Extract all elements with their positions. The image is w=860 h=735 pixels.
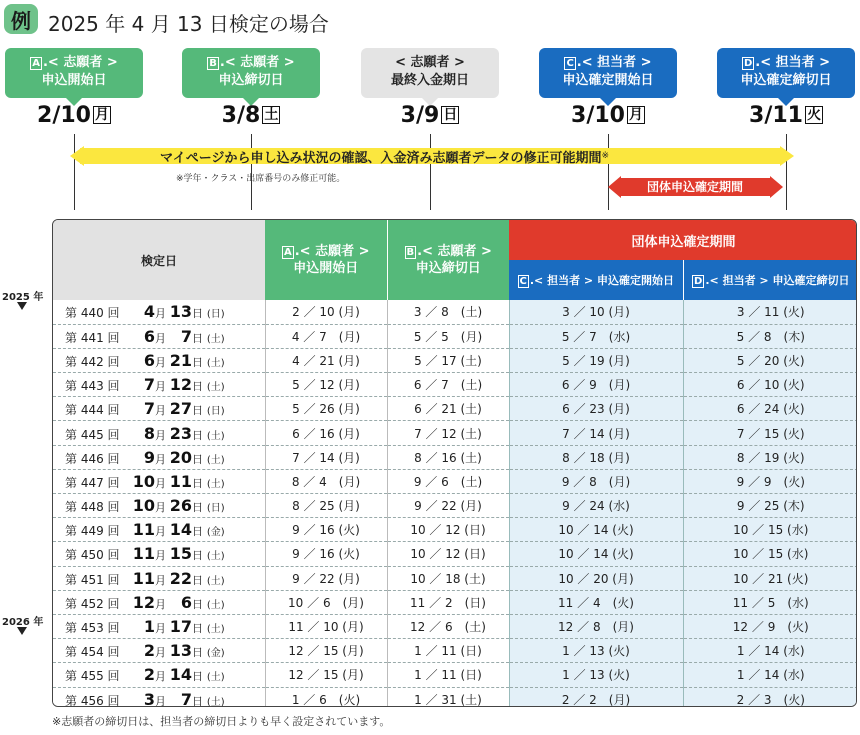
milestone-letter: D — [743, 58, 753, 69]
apply-deadline-cell: 10 ／ 12 (日) — [387, 542, 509, 566]
confirm-deadline-cell: 10 ／ 15 (水) — [683, 518, 857, 542]
confirm-deadline-cell: 9 ／ 25 (木) — [683, 494, 857, 518]
confirm-deadline-cell: 11 ／ 5 (水) — [683, 590, 857, 614]
milestone-date-c: 3/10 月 — [571, 103, 643, 128]
exam-date-cell: 第 450 回 11月 15日 (土) — [53, 542, 265, 566]
milestone-date-a: 2/10 月 — [37, 103, 109, 128]
session-number: 第 448 回 — [65, 500, 120, 515]
milestone-date-d: 3/11 火 — [749, 103, 821, 128]
confirm-start-cell: 6 ／ 23 (月) — [509, 397, 683, 421]
apply-start-cell: 8 ／ 25 (月) — [265, 494, 387, 518]
table-row — [53, 663, 857, 687]
confirm-deadline-cell: 12 ／ 9 (火) — [683, 614, 857, 638]
milestone-line2: 申込確定締切日 — [740, 73, 832, 88]
table-row — [53, 348, 857, 372]
milestone-d — [717, 48, 855, 98]
apply-start-cell: 5 ／ 12 (月) — [265, 373, 387, 397]
exam-date-cell: 第 452 回 12月 6日 (土) — [53, 590, 265, 614]
confirm-deadline-cell: 8 ／ 19 (火) — [683, 445, 857, 469]
milestone-date-b: 3/8 土 — [221, 103, 279, 128]
milestone-letter: B — [209, 58, 217, 69]
mypage-period-label: マイページから申し込み状況の確認、入金済み志願者データの修正可能期間※ — [160, 151, 610, 166]
confirm-deadline-cell: 10 ／ 15 (水) — [683, 542, 857, 566]
session-number: 第 441 回 — [65, 330, 120, 345]
milestone-date-final: 3/9 日 — [400, 103, 458, 128]
apply-deadline-cell: 9 ／ 22 (月) — [387, 494, 509, 518]
milestone-line1: .< 志願者 > — [42, 55, 118, 70]
apply-start-cell: 9 ／ 16 (火) — [265, 518, 387, 542]
apply-start-cell: 7 ／ 14 (月) — [265, 445, 387, 469]
confirm-start-cell: 1 ／ 13 (火) — [509, 639, 683, 663]
apply-start-cell: 11 ／ 10 (月) — [265, 614, 387, 638]
confirm-start-cell: 6 ／ 9 (月) — [509, 373, 683, 397]
confirm-deadline-cell: 6 ／ 24 (火) — [683, 397, 857, 421]
session-number: 第 444 回 — [65, 403, 120, 418]
session-number: 第 455 回 — [65, 669, 120, 684]
day-of-week: 土 — [264, 107, 279, 123]
confirm-deadline-cell: 10 ／ 21 (火) — [683, 566, 857, 590]
header-a: A .< 志願者 > 申込開始日 — [265, 220, 387, 300]
confirm-deadline-cell: 2 ／ 3 (火) — [683, 687, 857, 707]
milestone-c — [539, 48, 677, 98]
session-number: 第 454 回 — [65, 645, 120, 660]
confirm-deadline-cell: 5 ／ 20 (火) — [683, 348, 857, 372]
milestone-line1: .< 担当者 > — [755, 55, 831, 70]
page-title: 2025 年 4 月 13 日検定の場合 — [48, 12, 329, 36]
apply-deadline-cell: 5 ／ 5 (月) — [387, 324, 509, 348]
exam-date-cell: 第 455 回 2月 14日 (土) — [53, 663, 265, 687]
confirm-start-cell: 12 ／ 8 (月) — [509, 614, 683, 638]
apply-start-cell: 12 ／ 15 (月) — [265, 663, 387, 687]
arrow-right-icon — [780, 146, 794, 166]
apply-deadline-cell: 1 ／ 11 (日) — [387, 639, 509, 663]
apply-deadline-cell: 9 ／ 6 (土) — [387, 469, 509, 493]
session-number: 第 440 回 — [65, 306, 120, 321]
apply-start-cell: 4 ／ 7 (月) — [265, 324, 387, 348]
session-number: 第 449 回 — [65, 524, 120, 539]
session-number: 第 442 回 — [65, 354, 120, 369]
header-d: D .< 担当者 > 申込確定締切日 — [683, 260, 857, 300]
timeline-line-c — [608, 134, 609, 210]
apply-start-cell: 10 ／ 6 (月) — [265, 590, 387, 614]
exam-date-cell: 第 443 回 7月 12日 (土) — [53, 373, 265, 397]
group-period-label: 団体申込確定期間 — [646, 180, 743, 194]
apply-deadline-cell: 5 ／ 17 (土) — [387, 348, 509, 372]
exam-date-cell: 第 446 回 9月 20日 (土) — [53, 445, 265, 469]
exam-date-cell: 第 456 回 3月 7日 (土) — [53, 687, 265, 707]
down-arrow-icon — [17, 627, 27, 635]
apply-start-cell: 9 ／ 16 (火) — [265, 542, 387, 566]
confirm-deadline-cell: 9 ／ 9 (火) — [683, 469, 857, 493]
confirm-deadline-cell: 6 ／ 10 (火) — [683, 373, 857, 397]
confirm-start-cell: 9 ／ 24 (水) — [509, 494, 683, 518]
apply-deadline-cell: 10 ／ 12 (日) — [387, 518, 509, 542]
confirm-start-cell: 5 ／ 19 (月) — [509, 348, 683, 372]
milestone-line1: < 志願者 > — [395, 55, 465, 70]
year-marker-2025: 2025 年 — [2, 292, 44, 303]
session-number: 第 443 回 — [65, 379, 120, 394]
table-row — [53, 494, 857, 518]
confirm-start-cell: 9 ／ 8 (月) — [509, 469, 683, 493]
apply-start-cell: 1 ／ 6 (火) — [265, 687, 387, 707]
confirm-deadline-cell: 3 ／ 11 (火) — [683, 300, 857, 324]
table-row — [53, 300, 857, 324]
apply-deadline-cell: 6 ／ 21 (土) — [387, 397, 509, 421]
exam-date-cell: 第 447 回 10月 11日 (土) — [53, 469, 265, 493]
milestone-letter: A — [32, 58, 40, 69]
exam-date-cell: 第 440 回 4月 13日 (日) — [53, 300, 265, 324]
confirm-start-cell: 10 ／ 14 (火) — [509, 518, 683, 542]
session-number: 第 453 回 — [65, 621, 120, 636]
apply-deadline-cell: 6 ／ 7 (土) — [387, 373, 509, 397]
session-number: 第 452 回 — [65, 596, 120, 611]
milestone-line2: 申込確定開始日 — [562, 73, 654, 88]
table-row — [53, 687, 857, 707]
table-row — [53, 566, 857, 590]
apply-start-cell: 4 ／ 21 (月) — [265, 348, 387, 372]
apply-start-cell: 6 ／ 16 (月) — [265, 421, 387, 445]
confirm-start-cell: 1 ／ 13 (火) — [509, 663, 683, 687]
mypage-period-note: ※学年・クラス・出席番号のみ修正可能。 — [176, 174, 346, 184]
apply-start-cell: 12 ／ 15 (月) — [265, 639, 387, 663]
exam-date-cell: 第 445 回 8月 23日 (土) — [53, 421, 265, 445]
exam-date-cell: 第 449 回 11月 14日 (金) — [53, 518, 265, 542]
table-row — [53, 542, 857, 566]
table-row — [53, 614, 857, 638]
apply-deadline-cell: 1 ／ 31 (土) — [387, 687, 509, 707]
milestone-b — [182, 48, 320, 98]
exam-date-cell: 第 448 回 10月 26日 (日) — [53, 494, 265, 518]
exam-date-cell: 第 441 回 6月 7日 (土) — [53, 324, 265, 348]
session-number: 第 456 回 — [65, 693, 120, 707]
confirm-deadline-cell: 1 ／ 14 (水) — [683, 639, 857, 663]
arrow-left-icon — [70, 146, 84, 166]
milestone-line2: 最終入金期日 — [390, 73, 469, 88]
header-c: C .< 担当者 > 申込確定開始日 — [509, 260, 683, 300]
confirm-start-cell: 8 ／ 18 (月) — [509, 445, 683, 469]
footnote: ※志願者の締切日は、担当者の締切日よりも早く設定されています。 — [52, 715, 391, 728]
header-group-period: 団体申込確定期間 — [509, 220, 857, 260]
confirm-deadline-cell: 7 ／ 15 (火) — [683, 421, 857, 445]
confirm-start-cell: 7 ／ 14 (月) — [509, 421, 683, 445]
apply-deadline-cell: 3 ／ 8 (土) — [387, 300, 509, 324]
table-row — [53, 324, 857, 348]
year-marker-2026: 2026 年 — [2, 617, 44, 628]
confirm-start-cell: 10 ／ 14 (火) — [509, 542, 683, 566]
milestone-a — [5, 48, 143, 98]
apply-deadline-cell: 10 ／ 18 (土) — [387, 566, 509, 590]
header-exam-date: 検定日 — [53, 220, 265, 300]
exam-date-cell: 第 444 回 7月 27日 (日) — [53, 397, 265, 421]
session-number: 第 447 回 — [65, 475, 120, 490]
apply-start-cell: 8 ／ 4 (月) — [265, 469, 387, 493]
confirm-deadline-cell: 5 ／ 8 (木) — [683, 324, 857, 348]
exam-date-cell: 第 454 回 2月 13日 (金) — [53, 639, 265, 663]
session-number: 第 445 回 — [65, 427, 120, 442]
session-number: 第 451 回 — [65, 572, 120, 587]
day-of-week: 火 — [806, 107, 821, 123]
confirm-start-cell: 10 ／ 20 (月) — [509, 566, 683, 590]
header-b: B .< 志願者 > 申込締切日 — [387, 220, 509, 300]
apply-deadline-cell: 7 ／ 12 (土) — [387, 421, 509, 445]
table-row — [53, 469, 857, 493]
confirm-start-cell: 5 ／ 7 (水) — [509, 324, 683, 348]
table-row — [53, 639, 857, 663]
day-of-week: 月 — [94, 107, 109, 123]
milestone-letter: C — [566, 58, 574, 69]
table-row — [53, 445, 857, 469]
schedule-table — [52, 219, 857, 707]
table-row — [53, 590, 857, 614]
apply-deadline-cell: 1 ／ 11 (日) — [387, 663, 509, 687]
apply-deadline-cell: 12 ／ 6 (土) — [387, 614, 509, 638]
apply-deadline-cell: 11 ／ 2 (日) — [387, 590, 509, 614]
confirm-start-cell: 2 ／ 2 (月) — [509, 687, 683, 707]
table-row — [53, 518, 857, 542]
exam-date-cell: 第 442 回 6月 21日 (土) — [53, 348, 265, 372]
arrow-right-icon — [770, 176, 783, 198]
milestone-line2: 申込開始日 — [41, 73, 107, 88]
down-arrow-icon — [17, 302, 27, 310]
day-of-week: 日 — [443, 107, 458, 123]
example-badge: 例 — [4, 4, 38, 34]
apply-start-cell: 9 ／ 22 (月) — [265, 566, 387, 590]
milestone-line1: .< 志願者 > — [219, 55, 295, 70]
confirm-start-cell: 3 ／ 10 (月) — [509, 300, 683, 324]
milestone-line2: 申込締切日 — [218, 73, 284, 88]
table-row — [53, 373, 857, 397]
exam-date-cell: 第 453 回 1月 17日 (土) — [53, 614, 265, 638]
milestone-line1: .< 担当者 > — [576, 55, 652, 70]
timeline-line-final — [430, 134, 431, 210]
apply-deadline-cell: 8 ／ 16 (土) — [387, 445, 509, 469]
day-of-week: 月 — [628, 107, 643, 123]
arrow-left-icon — [608, 176, 621, 198]
exam-date-cell: 第 451 回 11月 22日 (土) — [53, 566, 265, 590]
table-row — [53, 421, 857, 445]
table-row — [53, 397, 857, 421]
session-number: 第 450 回 — [65, 548, 120, 563]
confirm-deadline-cell: 1 ／ 14 (水) — [683, 663, 857, 687]
confirm-start-cell: 11 ／ 4 (火) — [509, 590, 683, 614]
apply-start-cell: 5 ／ 26 (月) — [265, 397, 387, 421]
apply-start-cell: 2 ／ 10 (月) — [265, 300, 387, 324]
session-number: 第 446 回 — [65, 451, 120, 466]
milestone-final-payment — [361, 48, 499, 98]
